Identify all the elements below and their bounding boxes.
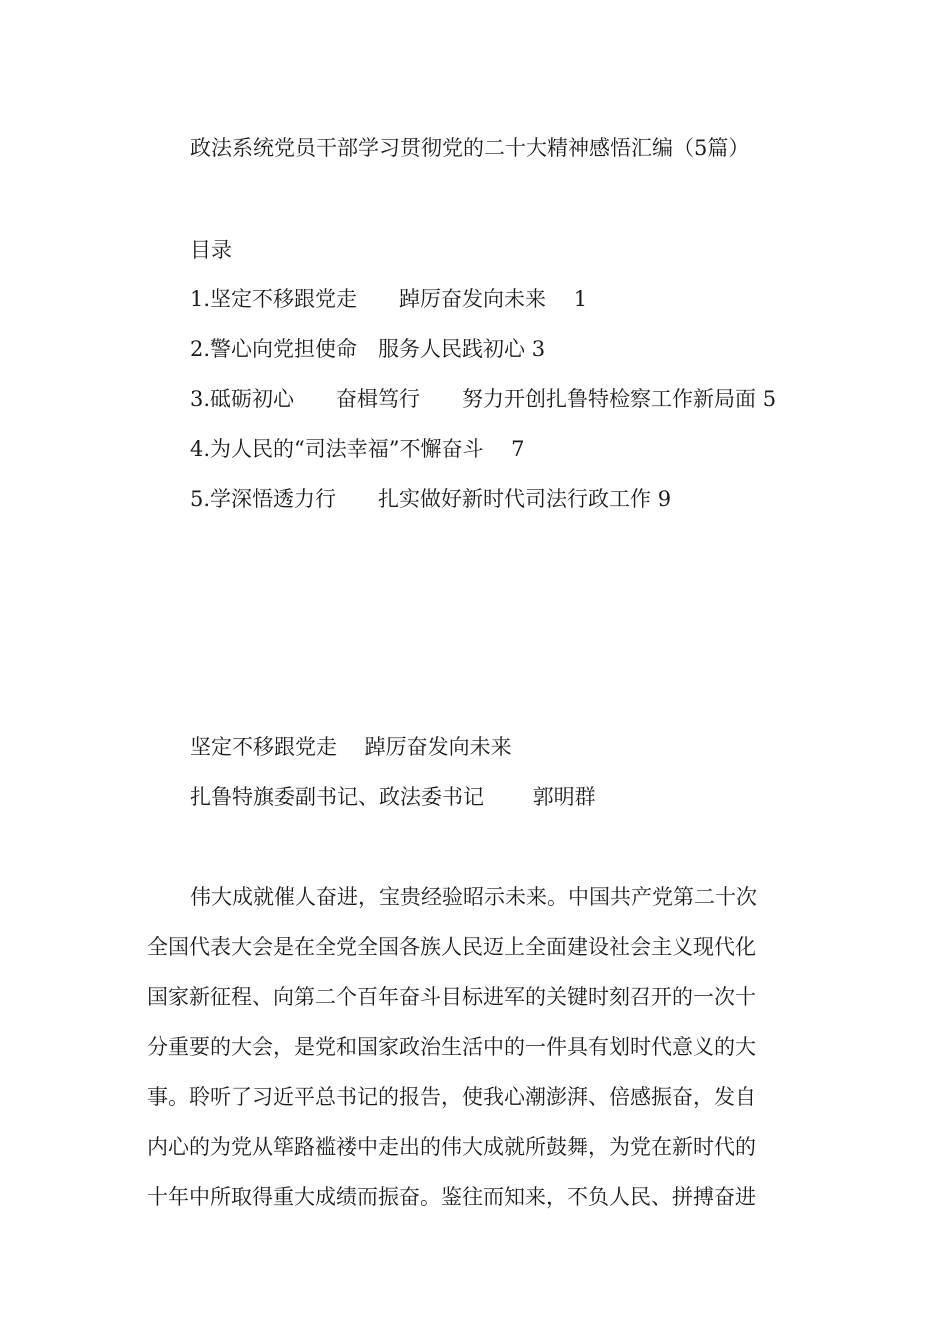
article-author: 扎鲁特旗委副书记、政法委书记 郭明群 xyxy=(190,785,596,809)
body-line: 全国代表大会是在全党全国各族人民迈上全面建设社会主义现代化 xyxy=(147,935,756,959)
toc-item: 3.砥砺初心 奋楫笃行 努力开创扎鲁特检察工作新局面 5 xyxy=(190,387,777,411)
body-line: 伟大成就催人奋进，宝贵经验昭示未来。中国共产党第二十次 xyxy=(190,885,757,909)
body-line: 分重要的大会，是党和国家政治生活中的一件具有划时代意义的大 xyxy=(147,1035,756,1059)
toc-item: 5.学深悟透力行 扎实做好新时代司法行政工作 9 xyxy=(190,487,672,511)
toc-heading: 目录 xyxy=(190,238,232,262)
toc-item: 2.警心向党担使命 服务人民践初心 3 xyxy=(190,337,546,361)
body-line: 内心的为党从筚路褴褛中走出的伟大成就所鼓舞，为党在新时代的 xyxy=(147,1135,756,1159)
document-title: 政法系统党员干部学习贯彻党的二十大精神感悟汇编（5篇） xyxy=(190,136,750,160)
body-line: 事。聆听了习近平总书记的报告，使我心潮澎湃、倍感振奋，发自 xyxy=(147,1085,756,1109)
toc-item: 4.为人民的“司法幸福”不懈奋斗 7 xyxy=(190,437,525,461)
body-line: 国家新征程、向第二个百年奋斗目标进军的关键时刻召开的一次十 xyxy=(147,985,756,1009)
body-line: 十年中所取得重大成绩而振奋。鉴往而知来，不负人民、拼搏奋进 xyxy=(147,1185,756,1209)
article-title: 坚定不移跟党走 踔厉奋发向未来 xyxy=(190,735,512,759)
toc-item: 1.坚定不移跟党走 踔厉奋发向未来 1 xyxy=(190,287,588,311)
